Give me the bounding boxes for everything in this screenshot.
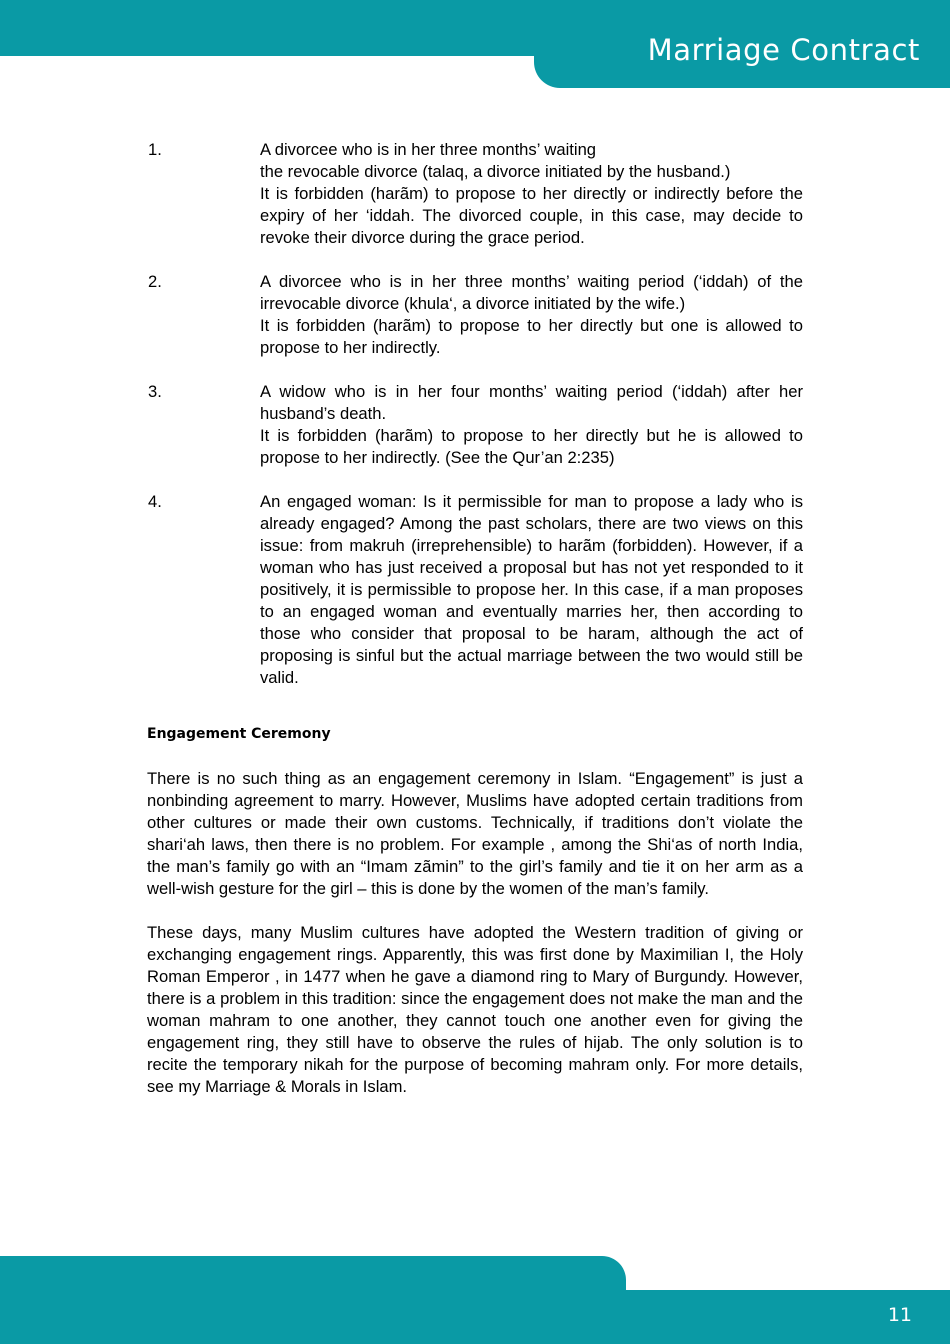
body-paragraph: There is no such thing as an engagement ceremony in Islam. “Engagement” is just a nonbinding agreement to marry. However, Muslims have adopted certain traditions from other cultures or made their own customs. Technically, if traditions don’t violate the shari‘ah laws, then there is no problem. For example , among the Shi‘as of north India, the man’s family go with an “Imam zãmin” to the girl’s family and tie it on her arm as a well-wish gesture for the girl – this is done by the women of the man’s family. <box>147 769 803 898</box>
list-item-heading: A divorcee who is in her three months’ waiting <box>260 140 597 159</box>
body-paragraph: These days, many Muslim cultures have adopted the Western tradition of giving or exchanging engagement rings. Apparently, this was first done by Maximilian I, the Holy Roman Emperor , in 1477 when he gave a diamond ring to Mary of Burgundy. However, there is a problem in this tradition: since the engagement does not make the man and the woman mahram to one another, they cannot touch one another even for giving the engagement ring, they still have to observe the rules of hijab. The only solution is to recite the temporary nikah for the purpose of becoming mahram only. For more details, see my Marriage & Morals in Islam. <box>147 923 803 1096</box>
page-header-title: Marriage Contract <box>647 33 920 67</box>
list-item <box>147 139 803 249</box>
list-item-number: 4. <box>148 492 162 511</box>
list-item-text: It is forbidden (harãm) to propose to her directly but he is allowed to propose to her indirectly. (See the Qur’an 2:235) <box>260 426 803 467</box>
list-item-text: It is forbidden (harãm) to propose to her directly or indirectly before the expiry of her ‘iddah. The divorced couple, in this case, may decide to revoke their divorce during the grace period. <box>260 184 803 247</box>
list-item-text: A widow who is in her four months’ waiting period (‘iddah) after her husband’s death. <box>260 382 803 423</box>
list-item-number: 2. <box>148 272 162 291</box>
list-item-text: It is forbidden (harãm) to propose to her directly but one is allowed to propose to her indirectly. <box>260 316 803 357</box>
section-heading: Engagement Ceremony <box>147 726 331 742</box>
list-item-text: the revocable divorce (talaq, a divorce initiated by the husband.) <box>260 162 731 181</box>
footer-band <box>0 1290 950 1344</box>
list-item-number: 1. <box>148 140 162 159</box>
list-item <box>147 491 803 689</box>
page-content <box>147 139 803 1120</box>
list-item-text: A divorcee who is in her three months’ waiting period (‘iddah) of the irrevocable divorce (khula‘, a divorce initiated by the wife.) <box>260 272 803 313</box>
list-item-number: 3. <box>148 382 162 401</box>
list-item-text: An engaged woman: Is it permissible for man to propose a lady who is already engaged? Among the past scholars, there are two views on this issue: from makruh (irreprehensible) to harãm (forbidden). However, if a woman who has just received a proposal but has not yet responded to it positively, it is permissible to propose her. In this case, if a man proposes to an engaged woman and eventually marries her, then according to those who consider that proposal to be haram, although the act of proposing is sinful but the actual marriage between the two would still be valid. <box>260 492 803 687</box>
list-item <box>147 381 803 469</box>
page-number: 11 <box>887 1304 912 1326</box>
list-item <box>147 271 803 359</box>
